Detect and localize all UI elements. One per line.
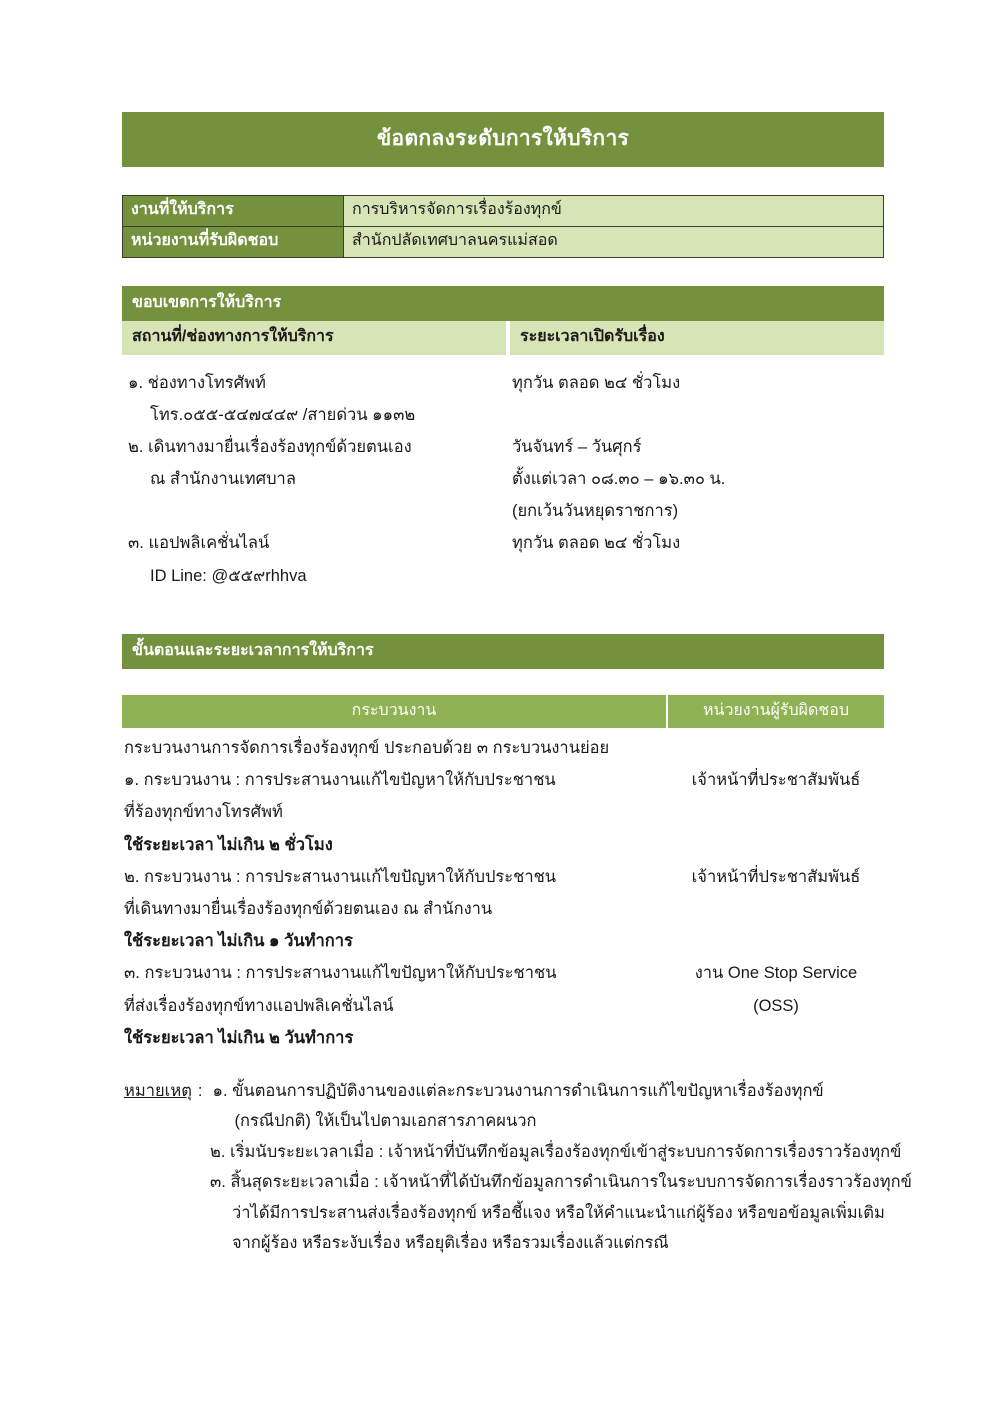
table-row [123, 227, 884, 258]
scope-channel-right [506, 431, 880, 528]
table-row [122, 957, 884, 1054]
info-label-service: งานที่ให้บริการ [123, 196, 344, 227]
channel-title: ๒. เดินทางมายื่นเรื่องร้องทุกข์ด้วยตนเอง [128, 437, 412, 456]
note-line: ๓. สิ้นสุดระยะเวลาเมื่อ : เจ้าหน้าที่ได้บันทึกข้อมูลการดำเนินการในระบบการจัดการเรื่องราวร้องทุกข์ [210, 1173, 912, 1192]
section-header-scope: ขอบเขตการให้บริการ [122, 286, 884, 321]
scope-channel-left [122, 431, 506, 528]
scope-channel-row [122, 431, 884, 528]
process-duration: ใช้ระยะเวลา ไม่เกิน ๒ วันทำการ [124, 1028, 354, 1047]
channel-hours: วันจันทร์ – วันศุกร์ [512, 437, 642, 456]
note-item [122, 1076, 912, 1137]
channel-title: ๑. ช่องทางโทรศัพท์ [128, 373, 266, 392]
process-unit [668, 861, 884, 958]
process-duration: ใช้ระยะเวลา ไม่เกิน ๑ วันทำการ [124, 932, 353, 951]
scope-channel-right [506, 527, 880, 591]
process-line: ที่ส่งเรื่องร้องทุกข์ทางแอปพลิเคชั่นไลน์ [124, 996, 394, 1015]
process-unit [668, 764, 884, 861]
table-row [123, 196, 884, 227]
info-label-unit: หน่วยงานที่รับผิดชอบ [123, 227, 344, 258]
process-unit [668, 957, 884, 1054]
note-line: ว่าได้มีการประสานส่งเรื่องร้องทุกข์ หรือชี้แจง หรือให้คำแนะนำแก่ผู้ร้อง หรือขอข้อมูลเพิ่มเติม [232, 1203, 885, 1222]
process-table-header [122, 695, 884, 728]
process-line: ๑. กระบวนงาน : การประสานงานแก้ไขปัญหาให้กับประชาชน [124, 771, 556, 790]
note-body [213, 1076, 912, 1137]
table-row [122, 861, 884, 958]
channel-detail: ID Line: @๕๕๙rhhva [150, 566, 307, 585]
note-line: จากผู้ร้อง หรือระงับเรื่อง หรือยุติเรื่อง หรือรวมเรื่องแล้วแต่กรณี [232, 1234, 669, 1253]
note-item [122, 1137, 912, 1168]
note-item [122, 1167, 912, 1259]
process-line: ๒. กระบวนงาน : การประสานงานแก้ไขปัญหาให้กับประชาชน [124, 867, 557, 886]
process-description [122, 861, 668, 958]
channel-detail: โทร.๐๕๕-๕๔๗๔๔๙ /สายด่วน ๑๑๓๒ [150, 405, 416, 424]
process-line: ๓. กระบวนงาน : การประสานงานแก้ไขปัญหาให้กับประชาชน [124, 964, 557, 983]
scope-column-headers [122, 321, 884, 354]
service-info-table [122, 195, 884, 258]
channel-hours: ตั้งแต่เวลา ๐๘.๓๐ – ๑๖.๓๐ น. [512, 470, 726, 489]
process-unit-line: (OSS) [753, 996, 799, 1015]
process-line: ที่เดินทางมายื่นเรื่องร้องทุกข์ด้วยตนเอง ณ สำนักงาน [124, 900, 493, 918]
document-title-banner: ข้อตกลงระดับการให้บริการ [122, 112, 884, 167]
process-duration: ใช้ระยะเวลา ไม่เกิน ๒ ชั่วโมง [124, 835, 333, 854]
scope-channel-row [122, 527, 884, 591]
process-header-unit: หน่วยงานผู้รับผิดชอบ [702, 701, 850, 719]
process-description [122, 957, 668, 1054]
notes-colon: : [197, 1081, 203, 1100]
channel-detail: ณ สำนักงานเทศบาล [150, 470, 296, 489]
process-unit-line: เจ้าหน้าที่ประชาสัมพันธ์ [691, 867, 861, 886]
document-sheet [122, 112, 912, 1259]
info-value-unit: สำนักปลัดเทศบาลนครแม่สอด [344, 227, 884, 258]
process-line: ที่ร้องทุกข์ทางโทรศัพท์ [124, 803, 283, 822]
scope-channel-left [122, 527, 506, 591]
scope-channel-left [122, 367, 506, 431]
scope-channel-right [506, 367, 880, 431]
channel-hours: ทุกวัน ตลอด ๒๔ ชั่วโมง [512, 534, 681, 553]
channel-hours: (ยกเว้นวันหยุดราชการ) [512, 502, 679, 521]
section-header-steps: ขั้นตอนและระยะเวลาการให้บริการ [122, 634, 884, 669]
channel-hours: ทุกวัน ตลอด ๒๔ ชั่วโมง [512, 373, 681, 392]
note-line: ๑. ขั้นตอนการปฏิบัติงานของแต่ละกระบวนงานการดำเนินการแก้ไขปัญหาเรื่องร้องทุกข์ [212, 1081, 824, 1100]
channel-title: ๓. แอปพลิเคชั่นไลน์ [128, 534, 270, 553]
notes-label: หมายเหตุ [124, 1081, 192, 1100]
scope-header-channel: สถานที่/ช่องทางการให้บริการ [122, 321, 506, 354]
scope-channel-row [122, 367, 884, 431]
scope-header-hours: ระยะเวลาเปิดรับเรื่อง [510, 321, 884, 354]
process-unit-line: เจ้าหน้าที่ประชาสัมพันธ์ [691, 771, 861, 790]
process-intro: กระบวนงานการจัดการเรื่องร้องทุกข์ ประกอบด้วย ๓ กระบวนงานย่อย [124, 739, 610, 758]
process-unit-line: งาน One Stop Service [694, 964, 858, 983]
note-line: (กรณีปกติ) ให้เป็นไปตามเอกสารภาคผนวก [234, 1112, 537, 1131]
process-table-body [122, 732, 884, 1054]
process-header-process: กระบวนงาน [122, 695, 668, 728]
table-row [122, 764, 884, 861]
info-value-service: การบริหารจัดการเรื่องร้องทุกข์ [344, 196, 884, 227]
note-line: ๒. เริ่มนับระยะเวลาเมื่อ : เจ้าหน้าที่บันทึกข้อมูลเรื่องร้องทุกข์เข้าสู่ระบบการจัดการเรื่องราวร้องทุกข์ [210, 1142, 902, 1161]
notes-section [122, 1076, 912, 1259]
process-description [122, 764, 668, 861]
